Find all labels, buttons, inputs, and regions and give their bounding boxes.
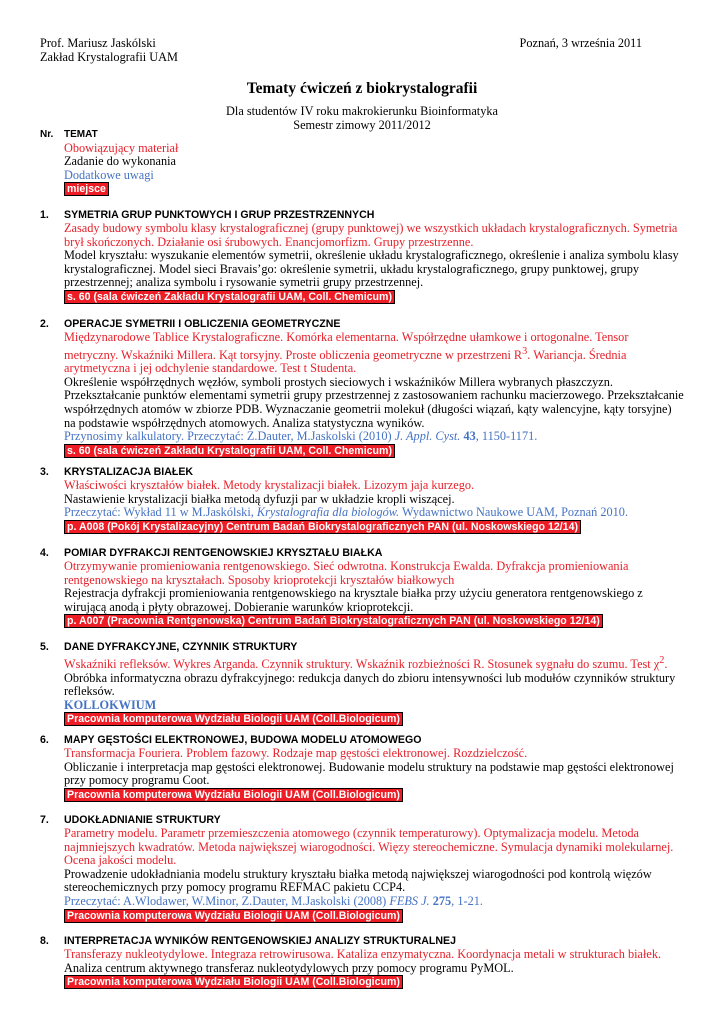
notes-pages: , 1150-1171. (475, 429, 538, 444)
section-number: 1. (40, 209, 49, 221)
section-number: 5. (40, 641, 49, 653)
book-title: Krystalografia dla biologów. (256, 505, 400, 520)
section-number: 3. (40, 466, 49, 478)
journal-name: FEBS J. (389, 893, 430, 908)
section-number: 4. (40, 547, 49, 559)
section-place: s. 60 (sala ćwiczeń Zakładu Krystalografii UAM, Coll. Chemicum) (64, 444, 395, 458)
journal-volume: 43 (463, 429, 476, 444)
section-task: Rejestracja dyfrakcji promieniowania rentgenowskiego na krysztale białka przy użyciu generatora rentgenowskiego z wirującą anodą i płyty obrazowej. Dobieranie warunków krioprotekcji. (64, 586, 643, 614)
section-notes (64, 430, 684, 444)
legend-nr: Nr. (40, 129, 54, 140)
notes-text: Przeczytać: Wykład 11 w M.Jaskólski, (64, 505, 257, 520)
section-number: 7. (40, 814, 49, 826)
material-text-2: . Wariancja. Średnia arytmetyczna i jej odchylenie standardowe. Test t Studenta. (64, 347, 627, 376)
section-place: p. A008 (Pokój Krystalizacyjny) Centrum Badań Biokrystalograficznych PAN (ul. Noskowskiego 12/14) (64, 520, 581, 534)
section-2 (40, 318, 684, 458)
header (40, 36, 642, 64)
section-place: Pracownia komputerowa Wydziału Biologii UAM (Coll.Biologicum) (64, 712, 403, 726)
section-task: Nastawienie krystalizacji białka metodą dyfuzji par w układzie kropli wiszącej. (64, 491, 455, 506)
section-material: Transformacja Fouriera. Problem fazowy. Rodzaje map gęstości elektronowej. Rozdzielczość. (64, 746, 528, 760)
section-title: OPERACJE SYMETRII I OBLICZENIA GEOMETRYCZNE (64, 318, 341, 330)
notes-text: Przynosimy kalkulatory. Przeczytać: Z.Dauter, M.Jaskolski (2010) (64, 429, 395, 444)
department: Zakład Krystalografii UAM (40, 50, 178, 64)
section-6 (40, 734, 684, 802)
legend-place: miejsce (64, 182, 109, 196)
section-1 (40, 209, 684, 304)
section-place: s. 60 (sala ćwiczeń Zakładu Krystalografii UAM, Coll. Chemicum) (64, 290, 395, 304)
legend-temat: TEMAT (64, 129, 98, 140)
section-material (64, 331, 684, 376)
section-material: Transferazy nukleotydylowe. Integraza retrowirusowa. Kataliza enzymatyczna. Koordynacja metali w strukturach białek. (64, 947, 662, 961)
subtitle-line-2: Semestr zimowy 2011/2012 (293, 117, 431, 132)
section-task: Model kryształu: wyszukanie elementów symetrii, określenie układu krystalograficznego, określenie i analiza symbolu klasy krystalograficznej. Model sieci Bravais’go: określenie symetrii, układu krystalograficznego, grupy punktowej, grupy przestrzennej; analiza symbolu i rysowanie symetrii grupy przestrzennej. (64, 248, 679, 290)
section-material: Parametry modelu. Parametr przemieszczenia atomowego (czynnik temperaturowy). Optymalizacja modelu. Metoda najmniejszych kwadratów. Metoda największej wiarogodności. Więzy stereochemiczne. Symulacja dynamiki molekularnej. Ocena jakości modelu. (64, 826, 674, 868)
section-place: Pracownia komputerowa Wydziału Biologii UAM (Coll.Biologicum) (64, 975, 403, 989)
material-text-2: . (664, 657, 668, 672)
section-title: MAPY GĘSTOŚCI ELEKTRONOWEJ, BUDOWA MODELU ATOMOWEGO (64, 734, 422, 746)
legend (40, 127, 178, 196)
section-4 (40, 547, 684, 628)
section-task: Prowadzenie udokładniania modelu struktury kryształu białka metodą największej wiarogodności pod kontrolą więzów stereochemicznych przy pomocy programu REFMAC pakietu CCP4. (64, 866, 652, 895)
section-7 (40, 814, 684, 923)
section-title: SYMETRIA GRUP PUNKTOWYCH I GRUP PRZESTRZENNYCH (64, 209, 375, 221)
journal-volume: 275 (432, 893, 452, 908)
notes-text-2: Wydawnictwo Naukowe UAM, Poznań 2010. (399, 505, 629, 520)
section-place: Pracownia komputerowa Wydziału Biologii UAM (Coll.Biologicum) (64, 788, 403, 802)
legend-notes: Dodatkowe uwagi (64, 167, 154, 182)
section-number: 8. (40, 935, 49, 947)
section-5 (40, 641, 684, 726)
section-material (64, 654, 684, 672)
superscript: 2 (659, 655, 665, 666)
section-notes (64, 506, 684, 520)
notes-text: Przeczytać: A.Wlodawer, W.Minor, Z.Dauter, M.Jaskolski (2008) (64, 893, 390, 908)
section-8 (40, 935, 684, 989)
section-number: 2. (40, 318, 49, 330)
notes-pages: , 1-21. (451, 893, 483, 908)
section-material: Zasady budowy symbolu klasy krystalograficznej (grupy punktowej) we wszystkich układach krystalograficznych. Symetria brył skończonych. Działanie osi śrubowych. Enancjomorfizm. Grupy przestrzenne. (64, 221, 678, 249)
section-task: Obliczanie i interpretacja map gęstości elektronowej. Budowanie modelu struktury na podstawie map gęstości elektronowej przy pomocy programu Coot. (64, 759, 674, 788)
section-notes (64, 895, 684, 909)
section-title: KRYSTALIZACJA BIAŁEK (64, 466, 194, 478)
legend-task: Zadanie do wykonania (64, 154, 176, 168)
material-text: Wskaźniki refleksów. Wykres Arganda. Czynnik struktury. Wskaźnik rozbieżności R. Stosunek sygnału do szumu. Test χ (64, 657, 660, 672)
section-task: Określenie współrzędnych węzłów, symboli prostych sieciowych i wskaźników Millera wybranych płaszczyzn. Przekształcanie punktów elementami symetrii grupy przestrzennej z zastosowaniem rachunku macierzowego. Przekształcanie współrzędnych atomów w zbiorze PDB. Wyznaczanie geometrii molekuł (długości wiązań, kąty walencyjne, kąty torsyjne) na podstawie współrzędnych atomowych. Analiza statystyczna wyników. (64, 374, 684, 430)
journal-name: J. Appl. Cyst. (394, 429, 461, 444)
author: Prof. Mariusz Jaskólski (40, 36, 156, 50)
section-number: 6. (40, 734, 49, 746)
section-notes-kolokwium: KOLLOKWIUM (64, 697, 157, 712)
section-task: Obróbka informatyczna obrazu dyfrakcyjnego: redukcja danych do zbioru intensywności lub modułów czynników struktury refleksów. (64, 670, 676, 699)
superscript: 3 (522, 345, 528, 357)
section-place: Pracownia komputerowa Wydziału Biologii UAM (Coll.Biologicum) (64, 909, 403, 923)
material-text: Międzynarodowe Tablice Krystalograficzne. Komórka elementarna. Współrzędne ułamkowe i ortogonalne. Tensor metryczny. Wskaźniki Millera. Kąt torsyjny. Proste obliczenia geometryczne w przestrzeni R (64, 330, 629, 362)
date: Poznań, 3 września 2011 (519, 36, 642, 50)
section-task: Analiza centrum aktywnego transferaz nukleotydylowych przy pomocy programu PyMOL. (64, 960, 514, 975)
section-title: UDOKŁADNIANIE STRUKTURY (64, 814, 221, 826)
section-title: POMIAR DYFRAKCJI RENTGENOWSKIEJ KRYSZTAŁU BIAŁKA (64, 547, 383, 559)
section-place: p. A007 (Pracownia Rentgenowska) Centrum Badań Biokrystalograficznych PAN (ul. Noskowskiego 12/14) (64, 614, 603, 628)
page-title: Tematy ćwiczeń z biokrystalografii (246, 80, 478, 97)
section-title: DANE DYFRAKCYJNE, CZYNNIK STRUKTURY (64, 641, 298, 653)
subtitle-line-1: Dla studentów IV roku makrokierunku Bioinformatyka (226, 104, 498, 118)
section-material: Otrzymywanie promieniowania rentgenowskiego. Sieć odwrotna. Konstrukcja Ewalda. Dyfrakcja promieniowania rentgenowskiego na kryształach. Sposoby krioprotekcji kryształów białkowych (64, 559, 629, 587)
section-title: INTERPRETACJA WYNIKÓW RENTGENOWSKIEJ ANALIZY STRUKTURALNEJ (64, 935, 456, 947)
section-3 (40, 466, 684, 534)
legend-material: Obowiązujący materiał (64, 140, 179, 155)
section-material: Właściwości kryształów białek. Metody krystalizacji białek. Lizozym jaja kurzego. (64, 478, 475, 492)
